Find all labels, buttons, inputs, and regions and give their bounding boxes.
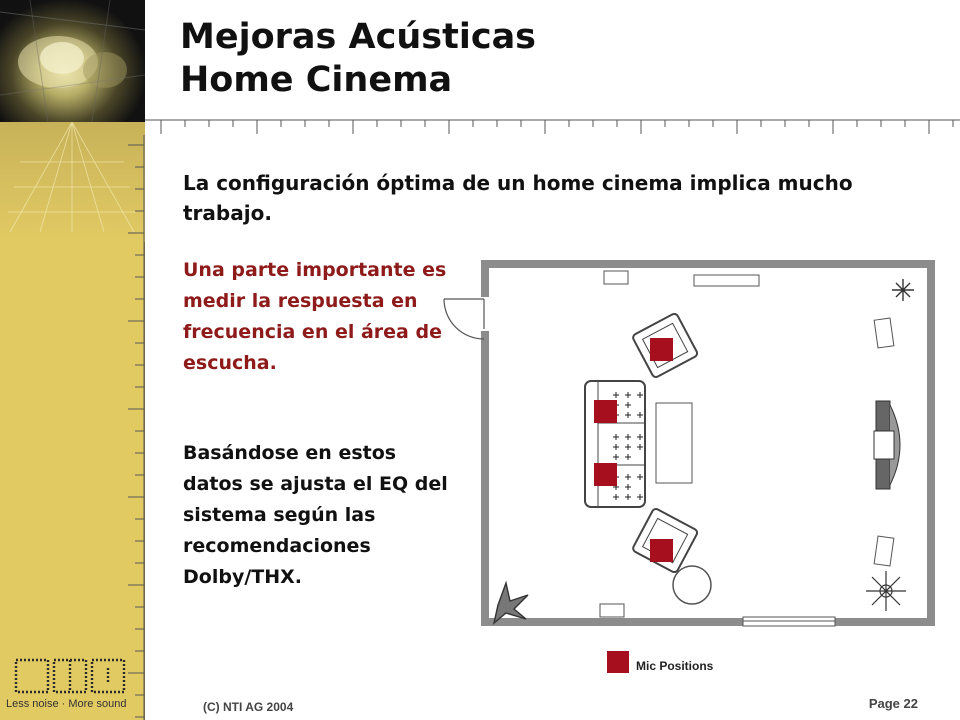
wall-outlet-top [604, 271, 628, 284]
coffee-table [656, 403, 692, 483]
company-tagline: Less noise · More sound [6, 698, 127, 710]
mic-position-2 [594, 400, 617, 423]
page-number: Page 22 [868, 696, 918, 711]
speaker-rear-right [874, 318, 894, 348]
wall-outlet-bottom [600, 604, 624, 617]
sidebar [0, 0, 145, 720]
plant-top-right-icon [892, 279, 914, 301]
ruler-left [128, 135, 145, 720]
title-line-1: Mejoras Acústicas [180, 17, 537, 57]
company-logo [14, 658, 128, 694]
mic-position-1 [650, 338, 673, 361]
title-line-2: Home Cinema [180, 60, 453, 100]
room-walls [485, 264, 931, 622]
highlight-paragraph: Una parte importante es medir la respuesta en frecuencia en el área de escucha. [183, 259, 447, 374]
ruler-top [145, 118, 960, 134]
legend-label: Mic Positions [636, 659, 714, 673]
header-photo [0, 0, 145, 122]
cabinet-top [694, 275, 759, 286]
room-floorplan [440, 255, 960, 685]
plant-bottom-right-icon [866, 571, 906, 611]
sofa [585, 381, 645, 507]
page-title [180, 16, 536, 102]
mic-position-4 [650, 539, 673, 562]
mic-position-3 [594, 463, 617, 486]
body-paragraph: Basándose en estos datos se ajusta el EQ del sistema según las recomendaciones Dolby/THX. [183, 442, 448, 588]
round-side-table [673, 566, 711, 604]
perspective-grid-image [0, 122, 145, 242]
speaker-lights-image [0, 0, 145, 122]
intro-text: La configuración óptima de un home cinema implica mucho trabajo. [183, 171, 853, 225]
header-photo-fade [0, 122, 145, 242]
legend-swatch [607, 651, 629, 673]
footer-copyright: (C) NTI AG 2004 [203, 700, 294, 714]
tv-screen [874, 401, 900, 489]
window-bottom [743, 617, 835, 626]
speaker-front-right [874, 536, 894, 566]
plant-bottom-left-icon [494, 583, 528, 623]
